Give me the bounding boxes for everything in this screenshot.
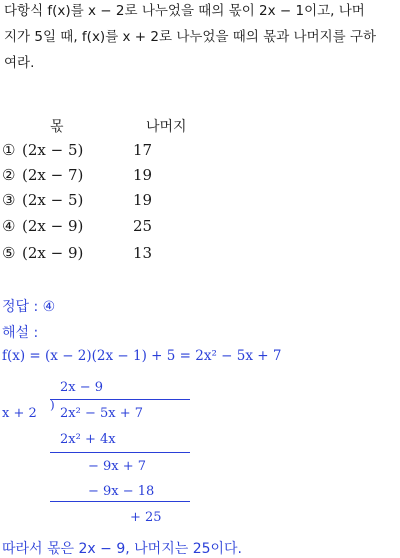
option-mark: ④ [2, 217, 16, 235]
division-step-1: 2x² + 4x [60, 432, 116, 447]
question-line-2: 지가 5일 때, f(x)를 x + 2로 나누었을 때의 몫과 나머지를 구하 [4, 29, 377, 45]
option-quotient: (2x − 5) [22, 141, 84, 159]
option-mark: ② [2, 166, 16, 184]
option-quotient: (2x − 5) [22, 191, 84, 209]
question-line-1: 다항식 f(x)를 x − 2로 나누었을 때의 몫이 2x − 1이고, 나머 [4, 3, 365, 19]
header-quotient: 몫 [50, 119, 64, 135]
division-dividend: 2x² − 5x + 7 [60, 406, 144, 421]
option-4[interactable] [2, 217, 83, 235]
option-5[interactable] [2, 244, 83, 262]
question-line-3: 여라. [4, 55, 35, 71]
conclusion: 따라서 몫은 2x − 9, 나머지는 25이다. [2, 541, 243, 557]
option-quotient: (2x − 7) [22, 166, 84, 184]
option-quotient: (2x − 9) [22, 217, 84, 235]
equation: f(x) = (x − 2)(2x − 1) + 5 = 2x² − 5x + 7 [2, 348, 282, 364]
option-mark: ③ [2, 191, 16, 209]
answer-line: 정답 : ④ [2, 299, 56, 315]
division-quotient: 2x − 9 [60, 380, 104, 395]
option-2[interactable] [2, 166, 83, 184]
option-3-remainder: 19 [133, 191, 153, 209]
division-line-1 [50, 452, 190, 453]
option-1-remainder: 17 [133, 141, 153, 159]
option-mark: ⑤ [2, 244, 16, 262]
option-3[interactable] [2, 191, 83, 209]
division-step-2: − 9x + 7 [88, 459, 147, 474]
option-5-remainder: 13 [133, 244, 153, 262]
option-2-remainder: 19 [133, 166, 153, 184]
division-step-3: − 9x − 18 [88, 484, 155, 499]
division-remainder: + 25 [130, 510, 162, 525]
option-1[interactable] [2, 141, 83, 159]
option-4-remainder: 25 [133, 217, 153, 235]
division-divisor: x + 2 [2, 406, 37, 421]
explanation-label: 해설 : [2, 325, 39, 341]
option-mark: ① [2, 141, 16, 159]
division-bracket: ) [50, 398, 55, 412]
division-line-2 [50, 501, 190, 502]
header-remainder: 나머지 [146, 119, 187, 135]
division-bar [50, 399, 190, 400]
option-quotient: (2x − 9) [22, 244, 84, 262]
